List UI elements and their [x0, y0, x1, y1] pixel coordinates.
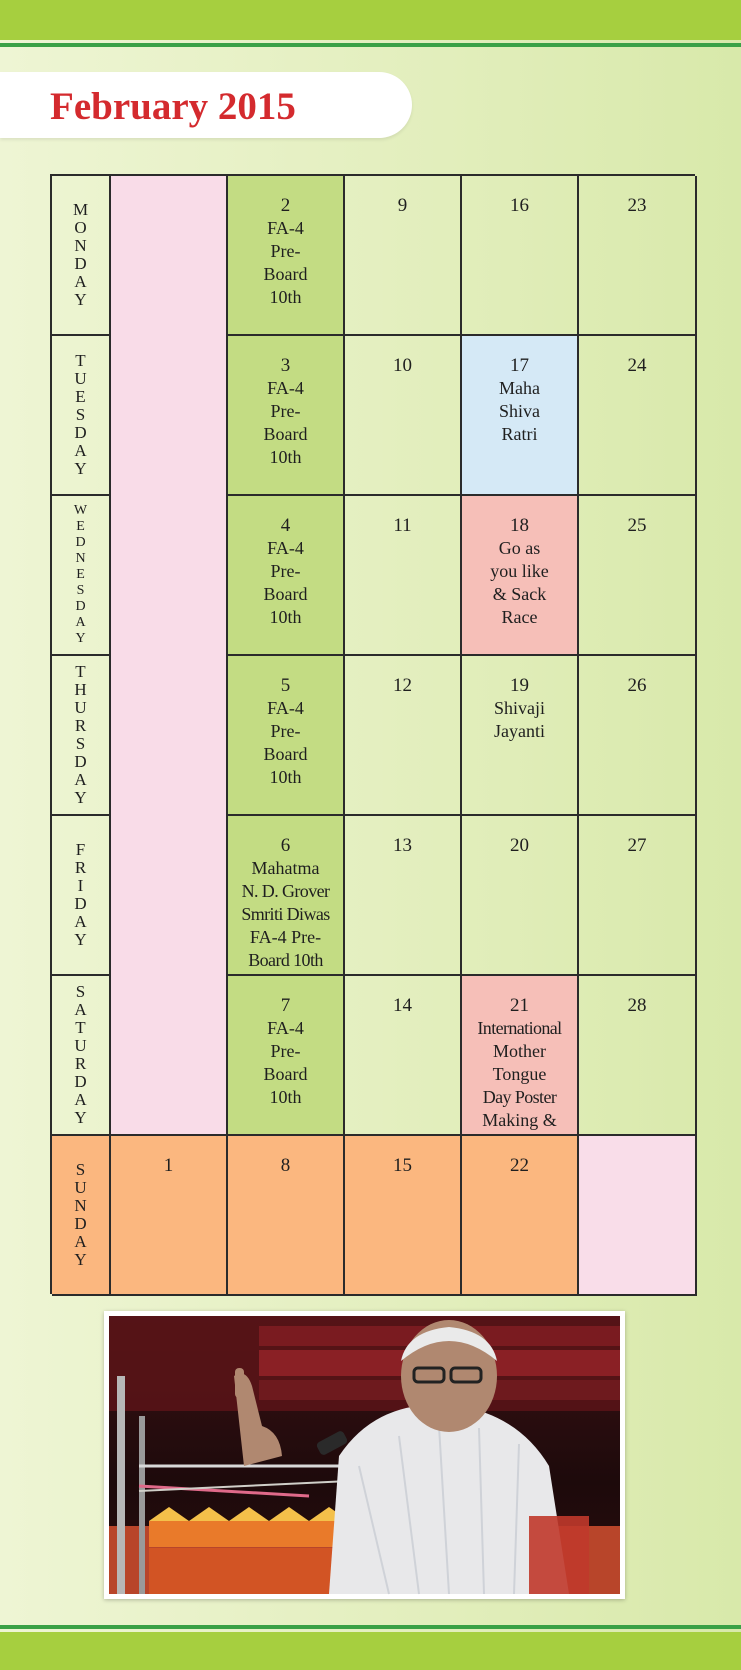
day-letter: D [74, 254, 87, 273]
day-letter: A [74, 441, 87, 460]
event-note: Board [263, 1064, 308, 1084]
day-letter: S [75, 1160, 86, 1179]
day-letter: D [74, 894, 87, 913]
event-note: N. D. Grover [241, 881, 330, 901]
day-letter: T [75, 351, 86, 370]
event-note: Race [501, 607, 538, 627]
day-letter: S [76, 583, 85, 598]
date-number: 13 [393, 835, 412, 856]
date-cell [345, 816, 462, 976]
day-letter: O [74, 218, 87, 237]
event-note: Go as [498, 538, 541, 558]
day-letter: T [75, 1018, 86, 1037]
day-letter: D [74, 423, 87, 442]
event-note: FA-4 [267, 1018, 304, 1038]
event-note: 10th [269, 287, 302, 307]
day-letter: A [74, 272, 87, 291]
date-number: 17 [510, 355, 529, 376]
speaker-photo-icon [109, 1316, 620, 1594]
day-letter: Y [75, 631, 86, 646]
event-note: 10th [269, 607, 302, 627]
event-note: FA-4 [267, 218, 304, 238]
date-number: 10 [393, 355, 412, 376]
day-label-thursday [52, 656, 111, 816]
calendar-grid [50, 174, 695, 1294]
top-color-band [0, 0, 741, 40]
date-number: 26 [627, 675, 647, 696]
date-cell [345, 496, 462, 656]
event-note: Pre- [270, 561, 301, 581]
event-note: Maha [499, 378, 540, 398]
event-note: Pre- [270, 1041, 301, 1061]
date-cell [345, 336, 462, 496]
event-note: FA-4 Pre- [249, 927, 322, 947]
event-note: Board [263, 584, 308, 604]
date-cell [462, 1136, 579, 1296]
event-note: 10th [269, 767, 302, 787]
date-cell [579, 336, 697, 496]
date-cell [345, 1136, 462, 1296]
bottom-color-band [0, 1632, 741, 1670]
date-number: 5 [280, 675, 291, 696]
event-note: Pre- [270, 721, 301, 741]
day-letter: A [74, 1000, 87, 1019]
speaker-photo [104, 1311, 625, 1599]
date-number: 8 [280, 1155, 291, 1176]
day-letter: T [75, 662, 86, 681]
event-note: Ratri [501, 424, 538, 444]
date-cell [228, 1136, 345, 1296]
day-letter: E [76, 519, 85, 534]
event-note: 10th [269, 447, 302, 467]
day-label-wednesday [52, 496, 111, 656]
day-letter: S [75, 734, 86, 753]
date-number: 3 [280, 355, 291, 376]
event-note: Board [263, 264, 308, 284]
top-divider-line [0, 43, 741, 47]
day-letter: Y [74, 1250, 87, 1269]
day-letter: U [74, 369, 87, 388]
event-note: Pre- [270, 241, 301, 261]
event-note: Board [263, 424, 308, 444]
day-letter: N [74, 236, 87, 255]
date-number: 6 [280, 835, 291, 856]
date-cell [462, 976, 579, 1136]
day-letter: H [74, 680, 87, 699]
date-cell [579, 176, 697, 336]
date-number: 12 [393, 675, 412, 696]
date-number: 1 [163, 1155, 174, 1176]
date-number: 28 [627, 995, 647, 1016]
day-letter: U [74, 1036, 87, 1055]
date-cell [228, 176, 345, 336]
day-letter: U [74, 698, 87, 717]
day-label-saturday [52, 976, 111, 1136]
event-note: Mahatma [251, 858, 320, 878]
day-letter: E [75, 387, 86, 406]
date-number: 19 [510, 675, 529, 696]
event-note: Shivaji [493, 698, 545, 718]
date-number: 11 [393, 515, 412, 536]
event-note: & Sack [492, 584, 547, 604]
date-number: 9 [397, 195, 408, 216]
date-number: 22 [510, 1155, 529, 1176]
event-note: FA-4 [267, 538, 304, 558]
day-letter: A [74, 770, 87, 789]
date-cell [579, 1136, 697, 1296]
date-cell [111, 1136, 228, 1296]
date-number: 21 [510, 995, 529, 1016]
event-note: Tongue [492, 1064, 547, 1084]
day-letter: A [74, 1090, 87, 1109]
date-cell [228, 976, 345, 1136]
event-note: Shiva [498, 401, 540, 421]
date-cell [345, 176, 462, 336]
day-letter: U [74, 1178, 87, 1197]
event-note: Making & [482, 1110, 557, 1130]
date-number: 27 [627, 835, 647, 856]
date-number: 2 [280, 195, 291, 216]
date-number: 16 [510, 195, 529, 216]
date-number: 25 [627, 515, 647, 536]
day-label-monday [52, 176, 111, 336]
date-cell [228, 496, 345, 656]
event-note: Smriti Diwas [241, 904, 330, 924]
event-note: Board 10th [248, 950, 323, 970]
date-cell [462, 656, 579, 816]
event-note: FA-4 [267, 698, 304, 718]
date-cell [579, 976, 697, 1136]
day-letter: I [77, 876, 84, 895]
date-cell [579, 816, 697, 976]
event-note: Board [263, 744, 308, 764]
day-letter: M [72, 200, 89, 219]
day-letter: D [74, 752, 87, 771]
date-number: 14 [393, 995, 412, 1016]
day-letter: A [74, 1232, 87, 1251]
page-title: February 2015 [50, 85, 296, 128]
day-letter: N [74, 1196, 87, 1215]
day-letter: Y [74, 930, 87, 949]
day-label-sunday [52, 1136, 111, 1296]
date-cell [345, 656, 462, 816]
bottom-divider-line [0, 1625, 741, 1629]
date-number: 24 [627, 355, 647, 376]
date-cell [462, 176, 579, 336]
date-number: 23 [627, 195, 647, 216]
date-cell [228, 656, 345, 816]
date-cell [579, 496, 697, 656]
day-letter: D [74, 1214, 87, 1233]
day-letter: A [74, 912, 87, 931]
day-letter: D [75, 599, 86, 614]
day-letter: R [74, 858, 87, 877]
day-letter: D [74, 1072, 87, 1091]
date-cell [228, 816, 345, 976]
event-note: Jayanti [494, 721, 545, 741]
event-note: 10th [269, 1087, 302, 1107]
blank-week-column [111, 176, 228, 1136]
day-letter: S [75, 405, 86, 424]
day-letter: N [75, 551, 86, 566]
date-number: 20 [510, 835, 529, 856]
date-cell [462, 336, 579, 496]
day-letter: A [75, 615, 86, 630]
day-letter: Y [74, 290, 87, 309]
date-number: 15 [393, 1155, 412, 1176]
day-letter: R [74, 716, 87, 735]
event-note: you like [490, 561, 549, 581]
date-number: 7 [280, 995, 291, 1016]
day-letter: W [73, 503, 88, 518]
date-cell [462, 496, 579, 656]
date-cell [345, 976, 462, 1136]
event-note: Mother [493, 1041, 546, 1061]
event-note: International [477, 1018, 562, 1038]
day-label-friday [52, 816, 111, 976]
day-label-tuesday [52, 336, 111, 496]
date-cell [462, 816, 579, 976]
date-cell [579, 656, 697, 816]
day-letter: Y [74, 788, 87, 807]
event-note: Pre- [270, 401, 301, 421]
day-letter: F [75, 840, 86, 859]
day-letter: S [75, 982, 86, 1001]
date-number: 18 [510, 515, 529, 536]
day-letter: Y [74, 1108, 87, 1127]
date-number: 4 [280, 515, 291, 536]
date-cell [228, 336, 345, 496]
event-note: Day Poster [482, 1087, 557, 1107]
day-letter: E [76, 567, 85, 582]
day-letter: Y [74, 459, 87, 478]
event-note: FA-4 [267, 378, 304, 398]
day-letter: R [74, 1054, 87, 1073]
day-letter: D [75, 535, 86, 550]
